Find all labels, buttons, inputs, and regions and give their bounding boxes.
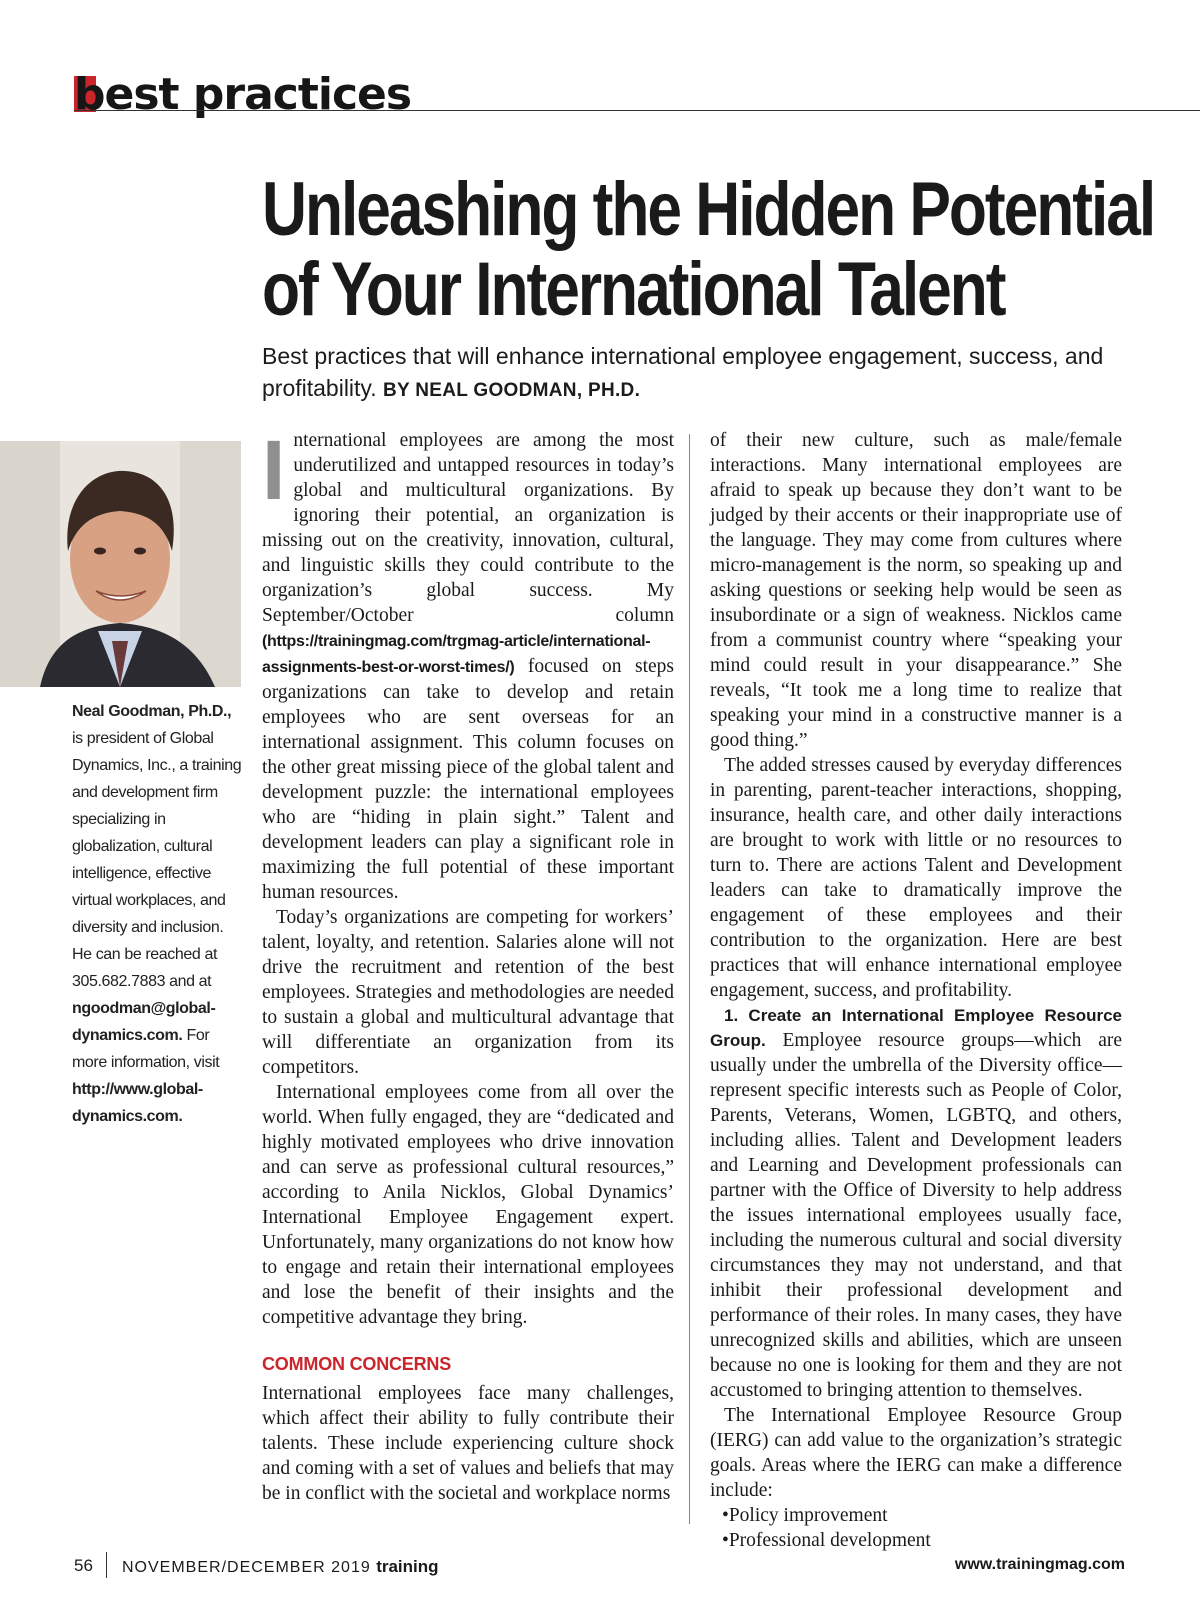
subhead-common-concerns: COMMON CONCERNS	[262, 1354, 451, 1374]
headline-line-1: Unleashing the Hidden Potential	[262, 167, 1155, 252]
best-practice-1-text: Employee resource groups—which are usually under the umbrella of the Diversity office—represent specific interests such as People of Color, Parents, Veterans, Women, LGBTQ, and others, including allies. Talent and Development leaders and Learning and Development professionals can partner with the Office of Diversity to help address the issues international employees usually face, including the numerous cultural and social diversity circumstances they may not understand, and that inhibit their professional development and performance of their roles. In many cases, they have unrecognized skills and abilities, which are unseen because no one is looking for them and they are not accustomed to bringing attention to themselves.	[710, 1030, 1122, 1401]
magazine-name: training	[376, 1557, 439, 1576]
list-item: • Policy improvement	[722, 1503, 1122, 1528]
paragraph-2: Today’s organizations are competing for workers’ talent, loyalty, and retention. Salaries alone will not drive the recruitment and retention of the best employees. Strategies and methodologies are needed to sustain a global and multicultural advantage that will differentiate an organization from its competitors.	[262, 907, 674, 1078]
footer-divider	[106, 1552, 107, 1578]
byline: BY NEAL GOODMAN, PH.D.	[383, 380, 641, 401]
bio-text-2: For more information, visit	[72, 1027, 220, 1071]
ierg-areas-list	[710, 1503, 1122, 1553]
bio-website-link[interactable]: http://www.global-dynamics.com.	[72, 1081, 203, 1125]
column-divider	[689, 434, 690, 1524]
paragraph-1b: focused on steps organizations can take to develop and retain employees who are sent overseas for an international assignment. This column focuses on the other great missing piece of the global talent and development puzzle: the international employees who are “hiding in plain sight.” Talent and development leaders can play a significant role in maximizing the full potential of these important human resources.	[262, 656, 674, 903]
best-practice-1-heading: 1. Create an International Employee Resource Group.	[710, 1006, 1122, 1050]
footer-website-link[interactable]: www.trainingmag.com	[954, 1556, 1125, 1573]
footer-issue	[122, 1557, 439, 1577]
bio-text-1: is president of Global Dynamics, Inc., a training and development firm specializing in globalization, cultural intelligence, effective virtual workplaces, and diversity and inclusion. He can be reached at 305.682.7883 and at	[72, 730, 242, 990]
author-portrait-illustration	[0, 441, 241, 687]
paragraph-4: International employees face many challenges, which affect their ability to fully contribute their talents. These include experiencing culture shock and coming with a set of values and beliefs that may be in conflict with the societal and workplace norms	[262, 1383, 674, 1504]
page-number: 56	[74, 1556, 93, 1575]
paragraph-3: International employees come from all over the world. When fully engaged, they are “dedicated and highly motivated employees who drive innovation and can serve as professional cultural resources,” according to Anila Nicklos, Global Dynamics’ International Employee Engagement expert. Unfortunately, many organizations do not know how to engage and retain their international employees and lose the benefit of their insights and the competitive advantage they bring.	[262, 1082, 674, 1328]
article-body-continued	[710, 428, 1122, 1553]
article-body	[262, 423, 674, 1506]
article-deck	[262, 340, 1162, 407]
bio-name: Neal Goodman, Ph.D.,	[72, 703, 232, 720]
issue-date: NOVEMBER/DECEMBER 2019	[122, 1559, 371, 1576]
paragraph-4-continued: of their new culture, such as male/female interactions. Many international employees are afraid to speak up because they don’t want to be judged by their accents or their inappropriate use of the language. They may come from cultures where micro-management is the norm, so speaking up and asking questions or seeking help would be seen as insubordinate or a sign of weakness. Nicklos came from a communist country where “speaking your mind could result in your disappearance.” She reveals, “It took me a long time to realize that speaking your mind in a constructive manner is a good thing.”	[710, 430, 1122, 751]
paragraph-7: The International Employee Resource Group (IERG) can add value to the organization’s strategic goals. Areas where the IERG can make a difference include:	[710, 1405, 1122, 1501]
deck-text: Best practices that will enhance international employee engagement, success, and profitability.	[262, 343, 1104, 401]
header-rule	[74, 110, 1200, 111]
author-photo	[0, 441, 241, 687]
section-label	[74, 68, 411, 122]
paragraph	[262, 423, 674, 905]
list-item: • Professional development	[722, 1528, 1122, 1553]
paragraph-5: The added stresses caused by everyday differences in parenting, parent-teacher interactions, shopping, insurance, health care, and other daily interactions are brought to work with little or no resources to turn to. There are actions Talent and Development leaders can take to dramatically improve the engagement of these employees and their contribution to the organization. Here are best practices that will enhance international employee engagement, success, and profitability.	[710, 755, 1122, 1001]
bio-email-link[interactable]: ngoodman@global-dynamics.com.	[72, 1000, 216, 1044]
paragraph-1a: nternational employees are among the most underutilized and untapped resources in today’s global and multicultural organizations. By ignoring their potential, an organization is missing out on the creativity, innovation, cultural, and linguistic skills they could contribute to the organization’s global success. My September/October column	[262, 430, 674, 626]
headline-line-2: of Your International Talent	[262, 247, 1005, 332]
drop-cap: I	[262, 423, 286, 517]
paragraph-6	[710, 1003, 1122, 1403]
section-label-first-letter: b	[74, 69, 105, 120]
author-bio	[72, 698, 242, 1130]
column-link[interactable]: (https://trainingmag.com/trgmag-article/international-assignments-best-or-worst-times/)	[262, 633, 651, 676]
section-label-rest: est practices	[104, 69, 412, 120]
article-headline	[262, 167, 1155, 332]
